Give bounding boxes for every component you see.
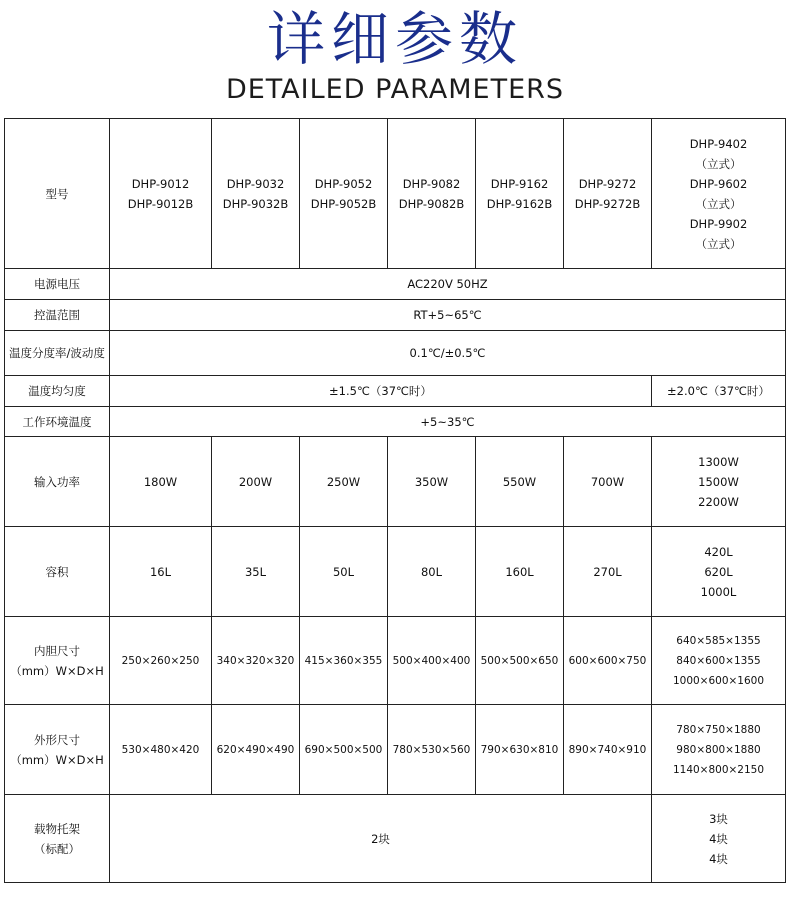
- table-cell: 2块: [110, 795, 652, 883]
- table-cell: 500×400×400: [388, 617, 476, 705]
- table-cell: DHP-9012 DHP-9012B: [110, 119, 212, 269]
- table-cell: 500×500×650: [476, 617, 564, 705]
- table-cell: 250×260×250: [110, 617, 212, 705]
- table-cell: 600×600×750: [564, 617, 652, 705]
- row-label-temp-range: 控温范围: [5, 300, 110, 331]
- table-row-voltage: [5, 269, 786, 300]
- table-cell: 415×360×355: [300, 617, 388, 705]
- table-cell: 16L: [110, 527, 212, 617]
- table-cell: 790×630×810: [476, 705, 564, 795]
- table-cell: 1300W 1500W 2200W: [652, 437, 786, 527]
- table-row-temp-range: [5, 300, 786, 331]
- row-label-model: 型号: [5, 119, 110, 269]
- table-row-outer-size: [5, 705, 786, 795]
- row-label-power: 输入功率: [5, 437, 110, 527]
- table-cell: 80L: [388, 527, 476, 617]
- row-label-shelf: 载物托架 （标配）: [5, 795, 110, 883]
- row-label-inner-size: 内胆尺寸 （mm）W×D×H: [5, 617, 110, 705]
- page-title: 详细参数: [266, 5, 523, 73]
- parameters-table: [4, 118, 786, 883]
- table-cell: 50L: [300, 527, 388, 617]
- table-cell: 890×740×910: [564, 705, 652, 795]
- row-label-capacity: 容积: [5, 527, 110, 617]
- table-cell: +5~35℃: [110, 407, 786, 437]
- table-cell: 550W: [476, 437, 564, 527]
- table-cell: 700W: [564, 437, 652, 527]
- table-cell: 780×530×560: [388, 705, 476, 795]
- page-subtitle: DETAILED PARAMETERS: [225, 74, 565, 105]
- table-cell: 350W: [388, 437, 476, 527]
- table-cell: 530×480×420: [110, 705, 212, 795]
- table-cell: 180W: [110, 437, 212, 527]
- table-cell: AC220V 50HZ: [110, 269, 786, 300]
- table-cell: DHP-9272 DHP-9272B: [564, 119, 652, 269]
- row-label-uniformity: 温度均匀度: [5, 376, 110, 407]
- table-row-power: [5, 437, 786, 527]
- table-cell: DHP-9052 DHP-9052B: [300, 119, 388, 269]
- table-row-ambient: [5, 407, 786, 437]
- table-cell: 620×490×490: [212, 705, 300, 795]
- row-label-resolution: 温度分度率/波动度: [5, 331, 110, 376]
- table-cell: 780×750×1880 980×800×1880 1140×800×2150: [652, 705, 786, 795]
- table-row-uniformity: [5, 376, 786, 407]
- table-row-shelf: [5, 795, 786, 883]
- table-cell: 270L: [564, 527, 652, 617]
- table-row-inner-size: [5, 617, 786, 705]
- row-label-outer-size: 外形尺寸 （mm）W×D×H: [5, 705, 110, 795]
- row-label-ambient: 工作环境温度: [5, 407, 110, 437]
- table-cell: 200W: [212, 437, 300, 527]
- table-cell: 420L 620L 1000L: [652, 527, 786, 617]
- table-cell: DHP-9402 （立式） DHP-9602 （立式） DHP-9902 （立式）: [652, 119, 786, 269]
- table-cell: 640×585×1355 840×600×1355 1000×600×1600: [652, 617, 786, 705]
- table-cell: DHP-9162 DHP-9162B: [476, 119, 564, 269]
- table-cell: ±2.0℃（37℃时）: [652, 376, 786, 407]
- table-cell: ±1.5℃（37℃时）: [110, 376, 652, 407]
- table-cell: 160L: [476, 527, 564, 617]
- table-cell: 690×500×500: [300, 705, 388, 795]
- table-row-model: [5, 119, 786, 269]
- table-cell: 3块 4块 4块: [652, 795, 786, 883]
- table-row-resolution: [5, 331, 786, 376]
- table-cell: 340×320×320: [212, 617, 300, 705]
- table-row-capacity: [5, 527, 786, 617]
- row-label-voltage: 电源电压: [5, 269, 110, 300]
- table-cell: DHP-9032 DHP-9032B: [212, 119, 300, 269]
- table-cell: DHP-9082 DHP-9082B: [388, 119, 476, 269]
- table-cell: RT+5~65℃: [110, 300, 786, 331]
- table-cell: 250W: [300, 437, 388, 527]
- table-cell: 35L: [212, 527, 300, 617]
- table-cell: 0.1℃/±0.5℃: [110, 331, 786, 376]
